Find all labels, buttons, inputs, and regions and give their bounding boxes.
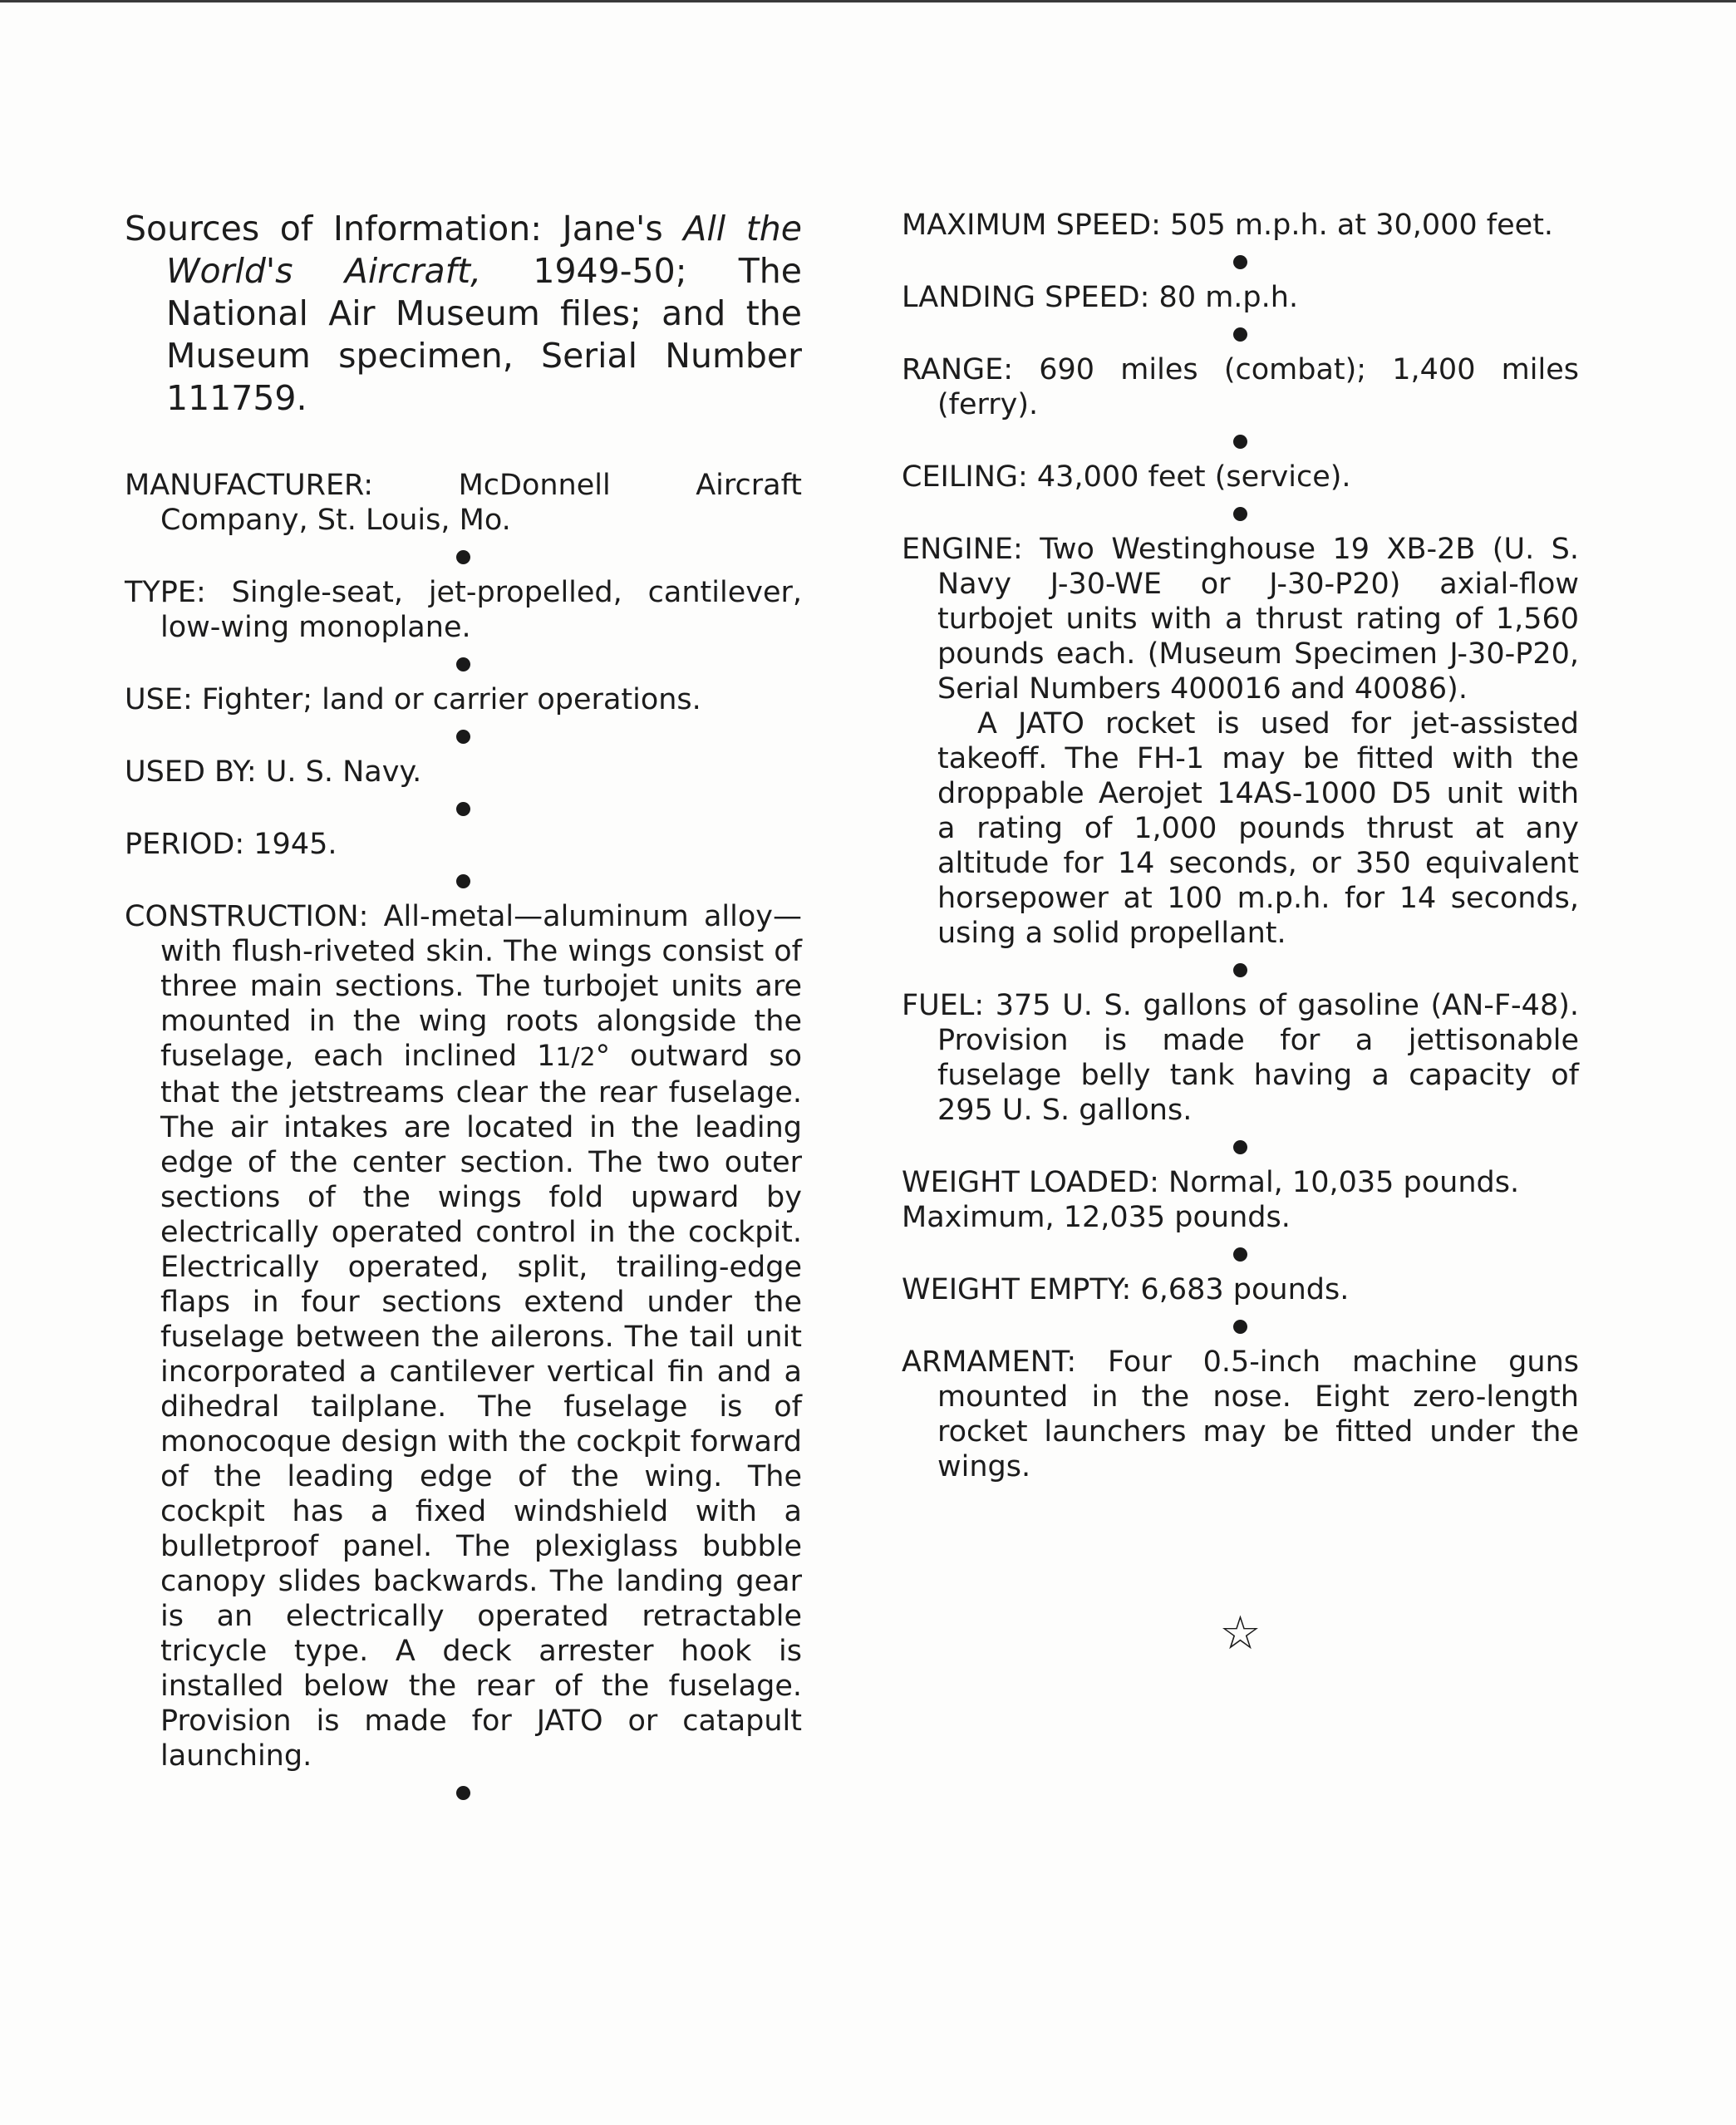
type-entry: TYPE: Single-seat, jet-propelled, cantilever, low-wing monoplane.	[125, 576, 802, 644]
engine-paragraph-2: A JATO rocket is used for jet-assisted takeoff. The FH-1 may be fitted with the droppable Aerojet 14AS-1000 D5 unit with a rating of 1,000 pounds thrust at any altitude for 14 seconds, or 350 equivalent horsepower at 100 m.p.h. for 14 seconds, using a solid propellant.	[937, 707, 1579, 950]
construction-fraction: 1/2	[555, 1043, 596, 1072]
bullet-separator	[456, 730, 470, 744]
ceiling-entry: CEILING: 43,000 feet (service).	[902, 460, 1351, 494]
bullet-separator	[1233, 327, 1247, 342]
bullet-separator	[1233, 1247, 1247, 1262]
bullet-separator	[1233, 255, 1247, 269]
range-entry: RANGE: 690 miles (combat); 1,400 miles (ferry).	[902, 353, 1579, 421]
construction-text-part2: ° outward so that the jetstreams clear the rear fuselage. The air intakes are located in the leading edge of the center section. The two outer sections of the wings fold upward by electrically operated control in the cockpit. Electrically operated, split, trailing-edge flaps in four sections extend under the fuselage between the ailerons. The tail unit incorporated a cantilever vertical fin and a dihedral tailplane. The fuselage is of monocoque design with the cockpit forward of the leading edge of the wing. The cockpit has a fixed windshield with a bulletproof panel. The plexiglass bubble canopy slides backwards. The landing gear is an electrically operated retractable tricycle type. A deck arrester hook is installed below the rear of the fuselage. Provision is made for JATO or catapult launching.	[160, 1040, 802, 1773]
bullet-separator	[1233, 963, 1247, 977]
bullet-separator	[1233, 1320, 1247, 1334]
weight-loaded-normal: WEIGHT LOADED: Normal, 10,035 pounds.	[902, 1166, 1520, 1199]
bullet-separator	[1233, 1140, 1247, 1154]
top-border-line	[0, 0, 1736, 2]
manufacturer-entry: MANUFACTURER: McDonnell Aircraft Company, St. Louis, Mo.	[125, 469, 802, 537]
bullet-separator	[456, 1786, 470, 1800]
bullet-separator	[1233, 435, 1247, 449]
sources-book-title: All the World's Aircraft,	[166, 209, 802, 291]
bullet-separator	[456, 802, 470, 816]
construction-text-part1: CONSTRUCTION: All-metal—aluminum alloy—with flush-riveted skin. The wings consist of three main sections. The turbojet units are mounted in the wing roots alongside the fuselage, each inclined 1	[125, 900, 802, 1073]
sources-of-information	[125, 208, 802, 420]
weight-loaded-maximum: Maximum, 12,035 pounds.	[902, 1201, 1291, 1234]
bullet-separator	[456, 550, 470, 564]
weight-empty-entry: WEIGHT EMPTY: 6,683 pounds.	[902, 1273, 1350, 1306]
sources-suffix: 1949-50; The National Air Museum files; and the Museum specimen, Serial Number 111759.	[166, 251, 802, 418]
engine-paragraph-1: ENGINE: Two Westinghouse 19 XB-2B (U. S. Navy J-30-WE or J-30-P20) axial-flow turbojet units with a thrust rating of 1,560 pounds each. (Museum Specimen J-30-P20, Serial Numbers 400016 and 40086).	[902, 533, 1579, 706]
period-entry: PERIOD: 1945.	[125, 828, 337, 861]
bullet-separator	[1233, 507, 1247, 521]
used-by-entry: USED BY: U. S. Navy.	[125, 755, 422, 789]
armament-entry: ARMAMENT: Four 0.5-inch machine guns mounted in the nose. Eight zero-length rocket launchers may be fitted under the wings.	[902, 1345, 1579, 1483]
use-entry: USE: Fighter; land or carrier operations.	[125, 683, 701, 716]
star-icon: ☆	[1219, 1606, 1261, 1660]
left-column	[125, 208, 802, 1811]
engine-entry	[902, 532, 1579, 951]
sources-prefix: Sources of Information: Jane's	[125, 209, 684, 248]
right-column	[902, 208, 1579, 1659]
maximum-speed-entry: MAXIMUM SPEED: 505 m.p.h. at 30,000 feet.	[902, 209, 1554, 242]
construction-entry	[125, 899, 802, 1773]
weight-loaded-entry	[902, 1165, 1579, 1235]
bullet-separator	[456, 874, 470, 888]
bullet-separator	[456, 657, 470, 671]
fuel-entry: FUEL: 375 U. S. gallons of gasoline (AN-F-48). Provision is made for a jettisonable fuselage belly tank having a capacity of 295 U. S. gallons.	[902, 989, 1579, 1127]
landing-speed-entry: LANDING SPEED: 80 m.p.h.	[902, 281, 1299, 314]
